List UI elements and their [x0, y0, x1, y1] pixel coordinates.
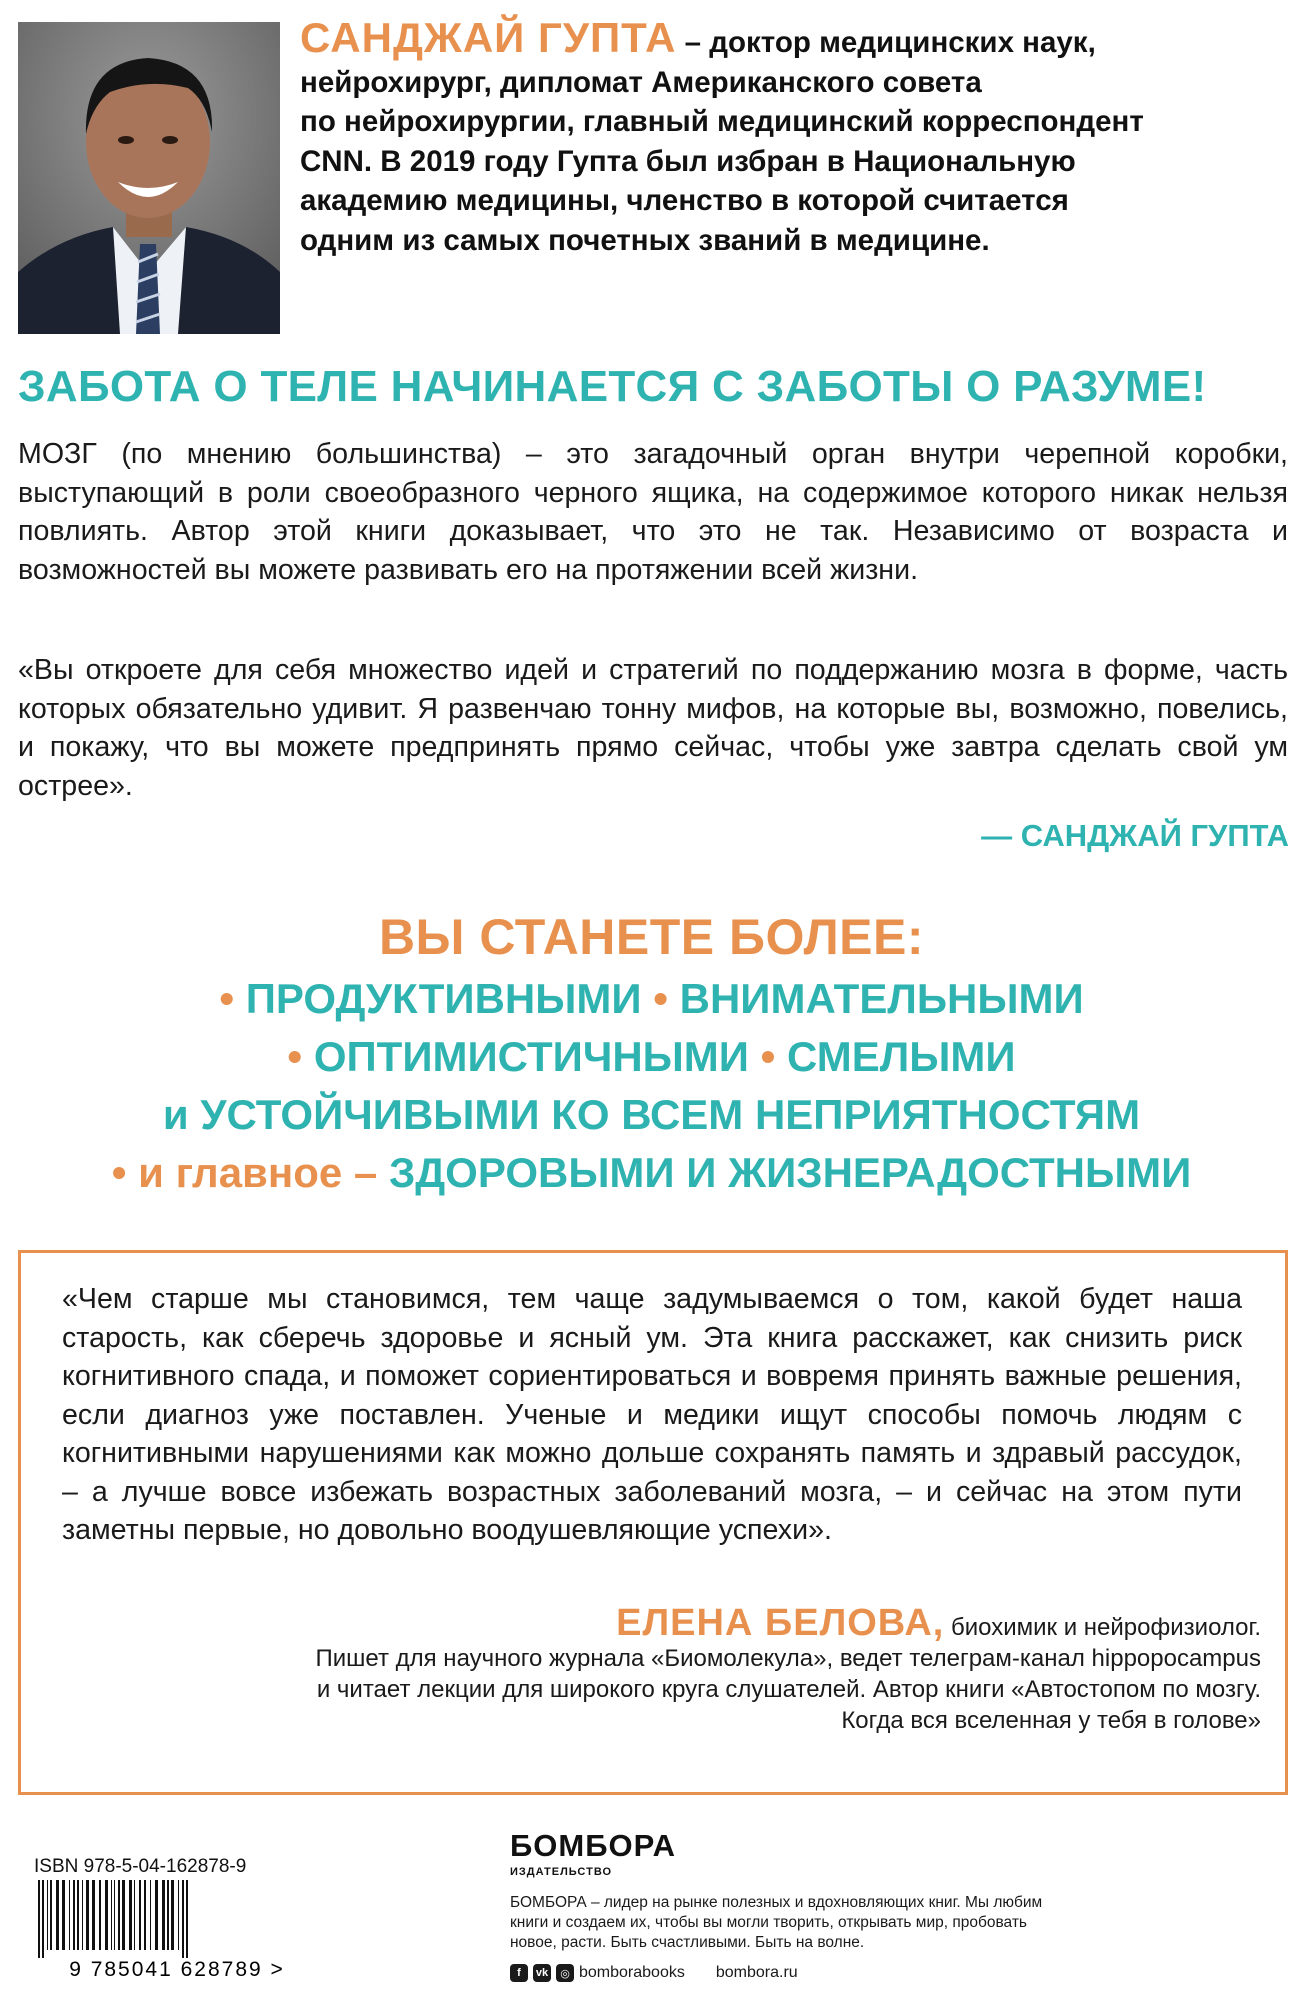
reviewer-line: Пишет для научного журнала «Биомолекула», ведет телеграм-канал hippopocampus	[315, 1645, 1261, 1672]
barcode-bar	[38, 1880, 40, 1958]
headline: ЗАБОТА О ТЕЛЕ НАЧИНАЕТСЯ С ЗАБОТЫ О РАЗУМЕ!	[18, 362, 1207, 411]
barcode-bar	[73, 1880, 75, 1950]
bio-line: академию медицины, членство в которой считается	[300, 184, 1069, 217]
benefits-line	[0, 1033, 1303, 1081]
barcode-bar	[162, 1880, 165, 1950]
barcode-bars	[38, 1880, 188, 1958]
author-name: САНДЖАЙ ГУПТА	[300, 14, 677, 61]
benefit-item: ПРОДУКТИВНЫМИ	[245, 975, 642, 1022]
publisher-logo: БОМБОРА	[510, 1828, 676, 1863]
review-quote: «Чем старше мы становимся, тем чаще задумываемся о том, какой будет наша старость, как сберечь здоровье и ясный ум. Эта книга расскажет, как снизить риск когнитивного спада, и поможет сориентироваться и вовремя принять важные решения, если диагноз уже поставлен. Ученые и медики ищут способы помочь людям с когнитивными нарушениями как можно дольше сохранять память и здравый рассудок, – а лучше вовсе избежать возрастных заболеваний мозга, – и сейчас на этом пути заметны первые, но довольно воодушевляющие успехи».	[62, 1283, 1242, 1546]
barcode-bar	[129, 1880, 132, 1950]
benefit-item: СМЕЛЫМИ	[787, 1033, 1016, 1080]
publisher-description: БОМБОРА – лидер на рынке полезных и вдохновляющих книг. Мы любим книги и создаем их, чтобы вы могли творить, открывать мир, пробовать новое, расти. Быть счастливыми. Быть на волне.	[510, 1894, 1043, 1951]
benefits-line	[0, 1149, 1303, 1197]
reviewer-line: и читает лекции для широкого круга слушателей. Автор книги «Автостопом по мозгу.	[316, 1676, 1261, 1703]
barcode	[32, 1880, 322, 1980]
reviewer-info	[61, 1602, 1261, 1736]
bullet-icon: •	[219, 975, 235, 1022]
description-paragraph: МОЗГ (по мнению большинства) – это загадочный орган внутри черепной коробки, выступающий в роли своеобразного черного ящика, на содержимое которого никак нельзя повлиять. Автор этой книги доказывает, что это не так. Независимо от возраста и возможностей вы можете развивать его на протяжении всей жизни.	[18, 438, 1288, 586]
barcode-bar	[144, 1880, 146, 1950]
benefit-item: ОПТИМИСТИЧНЫМИ	[313, 1033, 749, 1080]
barcode-bar	[86, 1880, 89, 1950]
author-portrait-image	[18, 22, 280, 334]
facebook-icon[interactable]: f	[510, 1964, 528, 1982]
reviewer-line: Когда вся вселенная у тебя в голове»	[841, 1707, 1261, 1734]
benefits-line: и УСТОЙЧИВЫМИ КО ВСЕМ НЕПРИЯТНОСТЯМ	[162, 1091, 1141, 1138]
instagram-icon[interactable]: ◎	[556, 1964, 574, 1982]
barcode-bar	[56, 1880, 59, 1950]
barcode-bar	[134, 1880, 135, 1950]
author-quote: «Вы откроете для себя множество идей и стратегий по поддержанию мозга в форме, часть которых обязательно удивит. Я развенчаю тонну мифов, на которые вы, возможно, повелись, и покажу, что вы можете предпринять прямо сейчас, чтобы уже завтра сделать свой ум острее».	[18, 654, 1288, 802]
benefits-title: ВЫ СТАНЕТЕ БОЛЕЕ:	[378, 909, 925, 965]
barcode-bar	[42, 1880, 44, 1958]
reviewer-name: ЕЛЕНА БЕЛОВА,	[616, 1602, 945, 1644]
barcode-bar	[69, 1880, 70, 1950]
social-links	[510, 1964, 798, 1982]
barcode-bar	[122, 1880, 125, 1950]
barcode-bar	[139, 1880, 141, 1950]
barcode-bar	[99, 1880, 101, 1950]
bullet-icon: •	[287, 1033, 303, 1080]
author-bio	[300, 14, 1290, 260]
barcode-bar	[178, 1880, 179, 1950]
benefit-item: ЗДОРОВЫМИ И ЖИЗНЕРАДОСТНЫМИ	[388, 1149, 1192, 1196]
barcode-bar	[167, 1880, 169, 1950]
benefits-line	[0, 975, 1303, 1023]
bio-line: нейрохирург, дипломат Американского совета	[300, 65, 982, 99]
barcode-bar	[62, 1880, 65, 1950]
barcode-digits: 9 785041 628789 >	[69, 1958, 285, 1980]
barcode-bar	[105, 1880, 108, 1950]
barcode-bar	[171, 1880, 174, 1950]
barcode-bar	[77, 1880, 79, 1950]
bullet-icon: •	[760, 1033, 776, 1080]
benefit-prefix: и главное –	[138, 1149, 378, 1196]
barcode-bar	[186, 1880, 188, 1958]
barcode-bar	[182, 1880, 184, 1958]
quote-signature: — САНДЖАЙ ГУПТА	[981, 818, 1289, 853]
reviewer-title: биохимик и нейрофизиолог.	[944, 1614, 1261, 1641]
vk-icon[interactable]: vk	[533, 1964, 551, 1982]
bio-line: одним из самых почетных званий в медицине.	[300, 223, 990, 257]
barcode-bar	[82, 1880, 83, 1950]
barcode-bar	[47, 1880, 48, 1950]
website-link[interactable]: bombora.ru	[715, 1964, 798, 1981]
publisher-subtitle: ИЗДАТЕЛЬСТВО	[510, 1866, 613, 1878]
barcode-bar	[155, 1880, 158, 1950]
bullet-icon: •	[653, 975, 668, 1022]
bio-line: – доктор медицинских наук,	[676, 26, 1096, 59]
isbn: ISBN 978-5-04-162878-9	[34, 1856, 247, 1877]
bullet-icon: •	[111, 1149, 127, 1196]
author-photo	[18, 22, 280, 334]
barcode-bar	[150, 1880, 151, 1950]
barcode-bar	[118, 1880, 120, 1950]
benefit-item: ВНИМАТЕЛЬНЫМИ	[679, 975, 1084, 1022]
barcode-bar	[92, 1880, 95, 1950]
bio-line: CNN. В 2019 году Гупта был избран в Национальную	[300, 144, 1076, 178]
barcode-bar	[114, 1880, 115, 1950]
barcode-bar	[50, 1880, 52, 1950]
bio-line: по нейрохирургии, главный медицинский корреспондент	[300, 105, 1144, 138]
social-handle[interactable]: bomborabooks	[579, 1964, 685, 1981]
barcode-bar	[111, 1880, 112, 1950]
